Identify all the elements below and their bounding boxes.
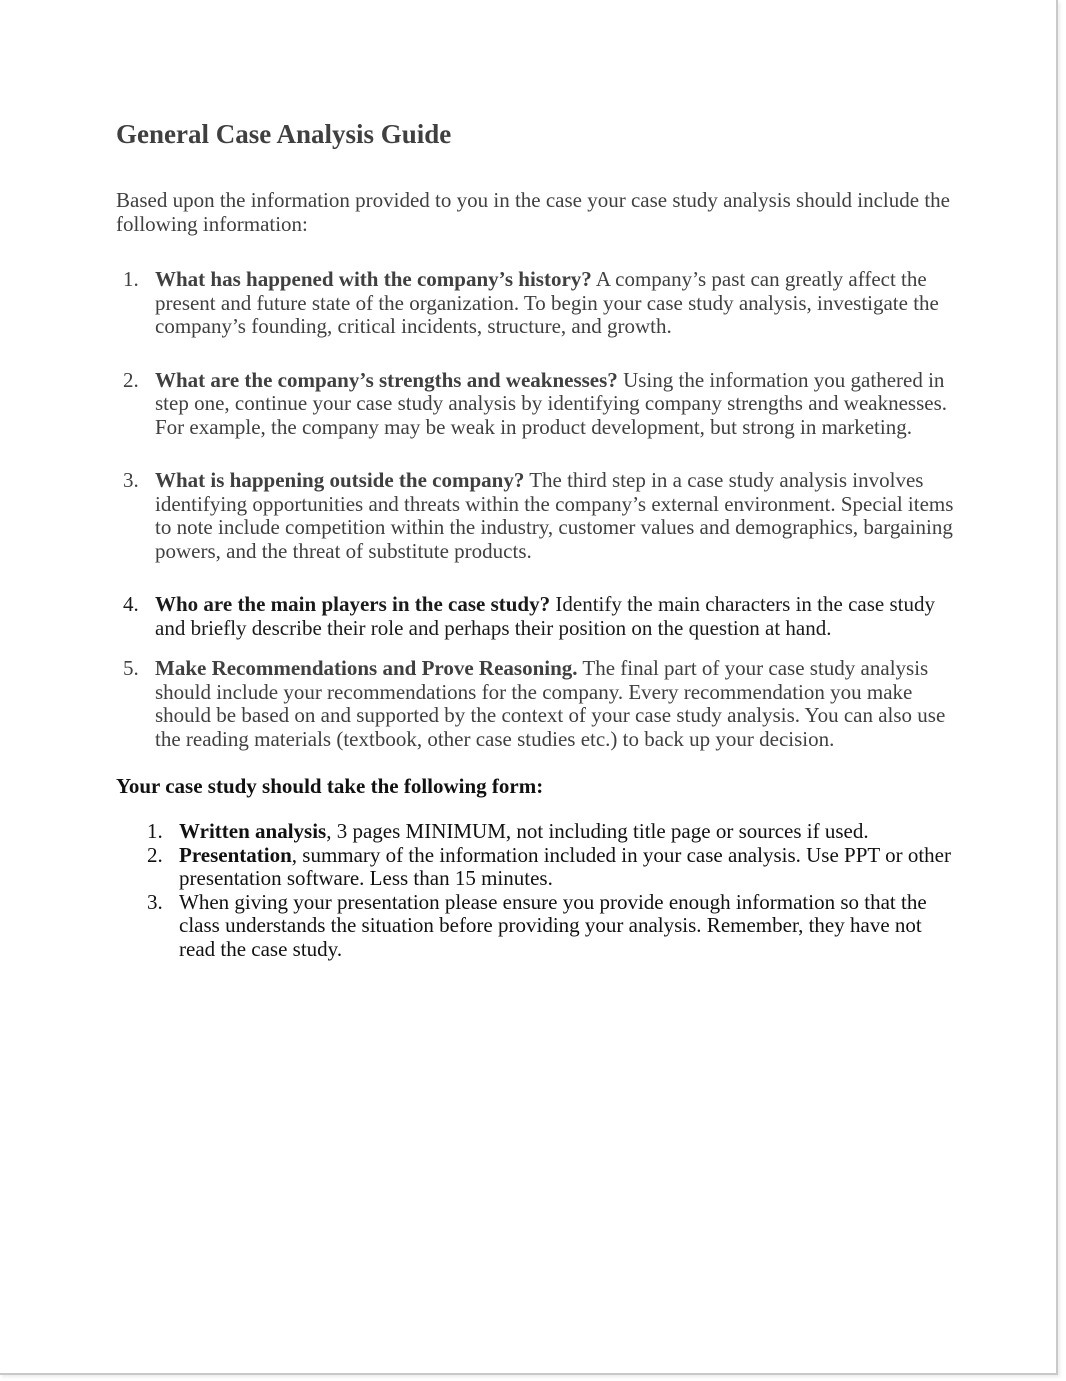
form-heading: Your case study should take the following form: <box>116 774 544 798</box>
list-item-body: , summary of the information included in your case analysis. Use PPT or other presentation software. Less than 15 minutes. <box>179 842 951 890</box>
list-item-number: 1. <box>147 819 163 843</box>
document-content <box>116 114 956 961</box>
list-item <box>116 891 956 962</box>
list-item <box>116 593 956 640</box>
list-item-body: , 3 pages MINIMUM, not including title page or sources if used. <box>326 819 869 843</box>
list-item-body: The third step in a case study analysis involves identifying opportunities and threats within the company’s external environment. Special items to note include competition within the industry, customer values and demographics, bargaining powers, and the threat of substitute products. <box>155 468 954 563</box>
list-item-heading: Presentation <box>179 842 292 867</box>
list-item-heading: Who are the main players in the case study? <box>155 592 551 616</box>
list-item <box>116 369 956 440</box>
list-item-number: 2. <box>147 842 163 867</box>
list-item-body: When giving your presentation please ensure you provide enough information so that the class understands the situation before providing your analysis. Remember, they have not read the case study. <box>179 889 927 961</box>
list-item-number: 4. <box>123 592 139 616</box>
list-item-body: A company’s past can greatly affect the present and future state of the organization. To begin your case study analysis, investigate the company’s founding, critical incidents, structure, and growth. <box>155 267 939 338</box>
list-item-heading: What has happened with the company’s history? <box>155 267 592 291</box>
list-item <box>116 268 956 339</box>
list-item-number: 1. <box>123 267 139 291</box>
list-item-heading: Make Recommendations and Prove Reasoning. <box>155 656 578 680</box>
page-title: General Case Analysis Guide <box>116 119 452 149</box>
list-item-body: Identify the main characters in the case study and briefly describe their role and perhaps their position on the question at hand. <box>155 592 935 640</box>
list-item <box>116 657 956 751</box>
analysis-steps-list <box>116 268 956 751</box>
list-item-body: Using the information you gathered in step one, continue your case study analysis by identifying company strengths and weaknesses. For example, the company may be weak in product development, but strong in marketing. <box>155 367 947 439</box>
list-item <box>116 844 956 891</box>
list-item-number: 3. <box>123 468 139 492</box>
form-requirements-list <box>116 820 956 961</box>
list-item-number: 5. <box>123 656 139 680</box>
list-item-body: The final part of your case study analysis should include your recommendations for the company. Every recommendation you make should be based on and supported by the context of your case study analysis. You can also use the reading materials (textbook, other case studies etc.) to back up your decision. <box>155 656 946 751</box>
intro-paragraph: Based upon the information provided to you in the case your case study analysis should include the following information: <box>116 188 950 236</box>
list-item-number: 2. <box>123 367 139 392</box>
list-item-heading: What are the company’s strengths and weaknesses? <box>155 367 618 392</box>
list-item-number: 3. <box>147 889 163 914</box>
list-item <box>116 820 956 844</box>
list-item-heading: What is happening outside the company? <box>155 468 525 492</box>
list-item-heading: Written analysis <box>179 819 327 843</box>
list-item <box>116 469 956 563</box>
